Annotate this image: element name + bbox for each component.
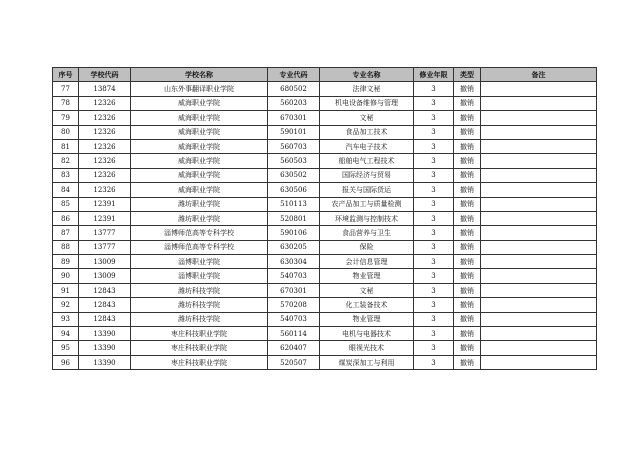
school-name-cell: 潍坊科技学院	[131, 312, 268, 326]
type-cell: 撤销	[454, 82, 481, 96]
study-years-cell: 3	[414, 341, 454, 355]
serial-number-cell: 77	[53, 82, 79, 96]
serial-number-cell: 90	[53, 269, 79, 283]
school-code-cell: 13777	[79, 226, 131, 240]
discontinued-majors-table	[52, 67, 597, 370]
school-name-cell: 枣庄科技职业学院	[131, 327, 268, 341]
table-row	[53, 96, 597, 110]
major-code-cell: 630205	[268, 240, 320, 254]
table-row	[53, 82, 597, 96]
type-cell: 撤销	[454, 211, 481, 225]
study-years-cell: 3	[414, 355, 454, 369]
type-cell: 撤销	[454, 298, 481, 312]
remarks-cell	[481, 255, 597, 269]
header-study-years: 修业年限	[414, 68, 454, 82]
major-name-cell: 文秘	[320, 283, 414, 297]
school-name-cell: 淄博职业学院	[131, 255, 268, 269]
type-cell: 撤销	[454, 240, 481, 254]
school-code-cell: 12326	[79, 125, 131, 139]
major-name-cell: 煤炭深加工与利用	[320, 355, 414, 369]
study-years-cell: 3	[414, 283, 454, 297]
major-code-cell: 510113	[268, 197, 320, 211]
major-name-cell: 农产品加工与质量检测	[320, 197, 414, 211]
type-cell: 撤销	[454, 197, 481, 211]
serial-number-cell: 94	[53, 327, 79, 341]
major-code-cell: 540703	[268, 269, 320, 283]
serial-number-cell: 83	[53, 168, 79, 182]
serial-number-cell: 85	[53, 197, 79, 211]
school-code-cell: 12326	[79, 111, 131, 125]
school-name-cell: 威海职业学院	[131, 125, 268, 139]
major-name-cell: 食品加工技术	[320, 125, 414, 139]
study-years-cell: 3	[414, 125, 454, 139]
type-cell: 撤销	[454, 327, 481, 341]
serial-number-cell: 81	[53, 139, 79, 153]
study-years-cell: 3	[414, 183, 454, 197]
table-row	[53, 197, 597, 211]
major-name-cell: 物业管理	[320, 269, 414, 283]
table-row	[53, 139, 597, 153]
major-name-cell: 环境监测与控制技术	[320, 211, 414, 225]
type-cell: 撤销	[454, 269, 481, 283]
type-cell: 撤销	[454, 139, 481, 153]
serial-number-cell: 78	[53, 96, 79, 110]
major-name-cell: 保险	[320, 240, 414, 254]
major-name-cell: 化工装备技术	[320, 298, 414, 312]
school-code-cell: 13009	[79, 255, 131, 269]
major-code-cell: 620407	[268, 341, 320, 355]
serial-number-cell: 92	[53, 298, 79, 312]
school-name-cell: 威海职业学院	[131, 96, 268, 110]
major-code-cell: 630506	[268, 183, 320, 197]
major-code-cell: 560114	[268, 327, 320, 341]
table-row	[53, 111, 597, 125]
type-cell: 撤销	[454, 283, 481, 297]
remarks-cell	[481, 96, 597, 110]
school-code-cell: 12843	[79, 298, 131, 312]
table-row	[53, 154, 597, 168]
table-row	[53, 312, 597, 326]
serial-number-cell: 95	[53, 341, 79, 355]
school-name-cell: 淄博师范高等专科学校	[131, 226, 268, 240]
type-cell: 撤销	[454, 255, 481, 269]
school-code-cell: 12326	[79, 96, 131, 110]
major-code-cell: 520801	[268, 211, 320, 225]
table-row	[53, 283, 597, 297]
serial-number-cell: 91	[53, 283, 79, 297]
major-name-cell: 食品营养与卫生	[320, 226, 414, 240]
school-code-cell: 13390	[79, 341, 131, 355]
school-name-cell: 威海职业学院	[131, 154, 268, 168]
remarks-cell	[481, 154, 597, 168]
table-row	[53, 168, 597, 182]
header-school-name: 学校名称	[131, 68, 268, 82]
study-years-cell: 3	[414, 226, 454, 240]
type-cell: 撤销	[454, 183, 481, 197]
major-code-cell: 540703	[268, 312, 320, 326]
remarks-cell	[481, 312, 597, 326]
major-name-cell: 国际经济与贸易	[320, 168, 414, 182]
study-years-cell: 3	[414, 211, 454, 225]
major-code-cell: 670301	[268, 111, 320, 125]
major-code-cell: 520507	[268, 355, 320, 369]
major-name-cell: 文秘	[320, 111, 414, 125]
remarks-cell	[481, 197, 597, 211]
study-years-cell: 3	[414, 269, 454, 283]
school-name-cell: 威海职业学院	[131, 168, 268, 182]
serial-number-cell: 88	[53, 240, 79, 254]
remarks-cell	[481, 327, 597, 341]
study-years-cell: 3	[414, 240, 454, 254]
school-name-cell: 威海职业学院	[131, 183, 268, 197]
major-code-cell: 590101	[268, 125, 320, 139]
header-type: 类型	[454, 68, 481, 82]
major-code-cell: 670301	[268, 283, 320, 297]
major-code-cell: 570208	[268, 298, 320, 312]
school-code-cell: 12843	[79, 283, 131, 297]
school-code-cell: 12391	[79, 197, 131, 211]
remarks-cell	[481, 283, 597, 297]
school-name-cell: 威海职业学院	[131, 139, 268, 153]
type-cell: 撤销	[454, 111, 481, 125]
table-row	[53, 269, 597, 283]
major-name-cell: 船舶电气工程技术	[320, 154, 414, 168]
school-code-cell: 12326	[79, 183, 131, 197]
remarks-cell	[481, 226, 597, 240]
table-row	[53, 226, 597, 240]
table-row	[53, 240, 597, 254]
type-cell: 撤销	[454, 168, 481, 182]
remarks-cell	[481, 298, 597, 312]
school-code-cell: 13874	[79, 82, 131, 96]
remarks-cell	[481, 125, 597, 139]
major-code-cell: 630304	[268, 255, 320, 269]
type-cell: 撤销	[454, 96, 481, 110]
major-name-cell: 法律文秘	[320, 82, 414, 96]
school-code-cell: 12326	[79, 139, 131, 153]
major-code-cell: 680502	[268, 82, 320, 96]
type-cell: 撤销	[454, 355, 481, 369]
school-code-cell: 13390	[79, 355, 131, 369]
table-row	[53, 341, 597, 355]
table-header-row	[53, 68, 597, 82]
school-code-cell: 13009	[79, 269, 131, 283]
serial-number-cell: 80	[53, 125, 79, 139]
table-row	[53, 355, 597, 369]
serial-number-cell: 86	[53, 211, 79, 225]
study-years-cell: 3	[414, 255, 454, 269]
header-major-name: 专业名称	[320, 68, 414, 82]
type-cell: 撤销	[454, 226, 481, 240]
school-name-cell: 枣庄科技职业学院	[131, 341, 268, 355]
header-major-code: 专业代码	[268, 68, 320, 82]
table-row	[53, 298, 597, 312]
major-name-cell: 眼视光技术	[320, 341, 414, 355]
major-name-cell: 汽车电子技术	[320, 139, 414, 153]
study-years-cell: 3	[414, 154, 454, 168]
serial-number-cell: 87	[53, 226, 79, 240]
school-name-cell: 潍坊科技学院	[131, 298, 268, 312]
study-years-cell: 3	[414, 168, 454, 182]
remarks-cell	[481, 82, 597, 96]
major-code-cell: 560203	[268, 96, 320, 110]
school-name-cell: 潍坊科技学院	[131, 283, 268, 297]
header-serial-number: 序号	[53, 68, 79, 82]
remarks-cell	[481, 111, 597, 125]
study-years-cell: 3	[414, 312, 454, 326]
remarks-cell	[481, 269, 597, 283]
serial-number-cell: 93	[53, 312, 79, 326]
major-code-cell: 560503	[268, 154, 320, 168]
remarks-cell	[481, 355, 597, 369]
type-cell: 撤销	[454, 341, 481, 355]
table-row	[53, 327, 597, 341]
school-name-cell: 淄博师范高等专科学校	[131, 240, 268, 254]
school-name-cell: 潍坊职业学院	[131, 197, 268, 211]
serial-number-cell: 96	[53, 355, 79, 369]
table-row	[53, 183, 597, 197]
major-name-cell: 机电设备维修与管理	[320, 96, 414, 110]
school-code-cell: 12326	[79, 154, 131, 168]
study-years-cell: 3	[414, 298, 454, 312]
school-name-cell: 山东外事翻译职业学院	[131, 82, 268, 96]
major-code-cell: 560703	[268, 139, 320, 153]
remarks-cell	[481, 211, 597, 225]
remarks-cell	[481, 240, 597, 254]
major-name-cell: 物业管理	[320, 312, 414, 326]
study-years-cell: 3	[414, 82, 454, 96]
serial-number-cell: 84	[53, 183, 79, 197]
study-years-cell: 3	[414, 197, 454, 211]
major-name-cell: 报关与国际货运	[320, 183, 414, 197]
study-years-cell: 3	[414, 327, 454, 341]
school-code-cell: 12391	[79, 211, 131, 225]
school-code-cell: 13777	[79, 240, 131, 254]
table-row	[53, 125, 597, 139]
major-name-cell: 会计信息管理	[320, 255, 414, 269]
school-code-cell: 12326	[79, 168, 131, 182]
study-years-cell: 3	[414, 96, 454, 110]
remarks-cell	[481, 168, 597, 182]
table-row	[53, 255, 597, 269]
study-years-cell: 3	[414, 139, 454, 153]
major-code-cell: 590106	[268, 226, 320, 240]
header-remarks: 备注	[481, 68, 597, 82]
school-name-cell: 威海职业学院	[131, 111, 268, 125]
remarks-cell	[481, 183, 597, 197]
type-cell: 撤销	[454, 154, 481, 168]
school-name-cell: 枣庄科技职业学院	[131, 355, 268, 369]
type-cell: 撤销	[454, 125, 481, 139]
school-name-cell: 淄博职业学院	[131, 269, 268, 283]
table-row	[53, 211, 597, 225]
type-cell: 撤销	[454, 312, 481, 326]
school-code-cell: 13390	[79, 327, 131, 341]
major-name-cell: 电机与电器技术	[320, 327, 414, 341]
remarks-cell	[481, 139, 597, 153]
remarks-cell	[481, 341, 597, 355]
header-school-code: 学校代码	[79, 68, 131, 82]
table-body	[53, 82, 597, 370]
study-years-cell: 3	[414, 111, 454, 125]
serial-number-cell: 79	[53, 111, 79, 125]
school-code-cell: 12843	[79, 312, 131, 326]
school-name-cell: 潍坊职业学院	[131, 211, 268, 225]
major-code-cell: 630502	[268, 168, 320, 182]
serial-number-cell: 89	[53, 255, 79, 269]
serial-number-cell: 82	[53, 154, 79, 168]
